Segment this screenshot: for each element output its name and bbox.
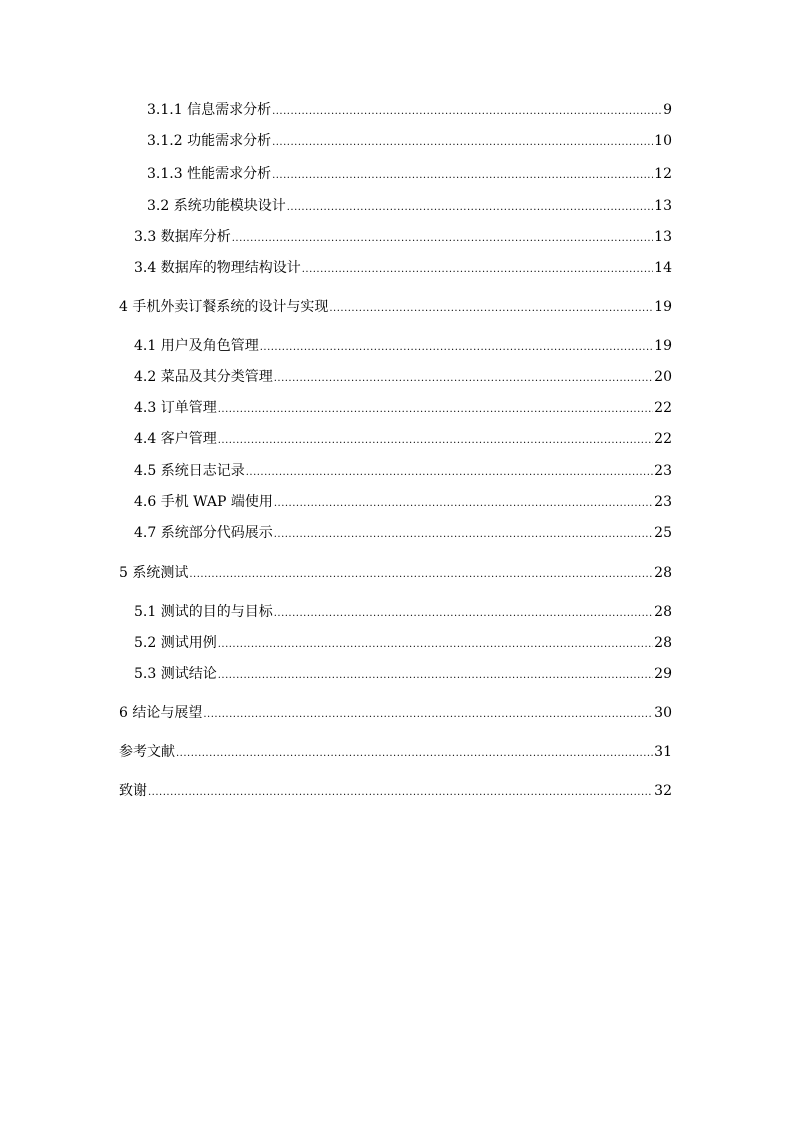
toc-page-number: 28 [654, 604, 672, 620]
toc-entry-references[interactable] [119, 742, 672, 762]
toc-entry-5-2[interactable] [134, 633, 672, 653]
toc-entry-label: 3.1.1 信息需求分析 [147, 102, 272, 118]
toc-page-number: 32 [654, 783, 672, 799]
toc-entry-label: 4.5 系统日志记录 [134, 463, 245, 479]
toc-entry-6[interactable] [119, 703, 672, 723]
toc-entry-5-3[interactable] [134, 664, 672, 684]
toc-entry-3-1-2[interactable] [147, 131, 672, 151]
toc-entry-label: 4.7 系统部分代码展示 [134, 525, 273, 541]
toc-entry-5-1[interactable] [134, 602, 672, 622]
toc-page-number: 29 [654, 666, 672, 682]
toc-page-number: 28 [654, 635, 672, 651]
toc-entry-label: 3.2 系统功能模块设计 [147, 198, 286, 214]
toc-dot-leader [148, 783, 653, 803]
toc-dot-leader [176, 744, 653, 764]
toc-entry-4-1[interactable] [134, 336, 672, 356]
toc-dot-leader [274, 494, 653, 514]
toc-entry-label: 5.3 测试结论 [134, 666, 217, 682]
toc-dot-leader [246, 463, 653, 483]
toc-page-number: 23 [654, 494, 672, 510]
toc-entry-4-6[interactable] [134, 492, 672, 512]
toc-page-number: 12 [654, 166, 672, 182]
toc-page-number: 31 [654, 744, 672, 760]
toc-page-number: 20 [654, 369, 672, 385]
toc-dot-leader [274, 525, 653, 545]
toc-page-number: 9 [663, 102, 672, 118]
toc-page-number: 13 [654, 198, 672, 214]
toc-entry-label: 3.1.3 性能需求分析 [147, 166, 272, 182]
toc-entry-5[interactable] [119, 563, 672, 583]
toc-dot-leader [218, 666, 653, 686]
toc-dot-leader [274, 604, 653, 624]
toc-entry-label: 4.3 订单管理 [134, 400, 217, 416]
toc-entry-3-2[interactable] [147, 196, 672, 216]
toc-entry-label: 参考文献 [119, 744, 175, 760]
toc-page-number: 25 [654, 525, 672, 541]
toc-page-number: 19 [654, 338, 672, 354]
toc-dot-leader [218, 400, 653, 420]
toc-entry-label: 4.1 用户及角色管理 [134, 338, 259, 354]
toc-dot-leader [203, 705, 653, 725]
toc-entry-4-2[interactable] [134, 367, 672, 387]
toc-entry-label: 4 手机外卖订餐系统的设计与实现 [119, 299, 329, 315]
toc-page-number: 10 [654, 133, 672, 149]
toc-page-number: 22 [654, 431, 672, 447]
toc-dot-leader [302, 260, 653, 280]
toc-entry-label: 3.3 数据库分析 [134, 229, 231, 245]
toc-page-number: 28 [654, 565, 672, 581]
toc-entry-label: 4.4 客户管理 [134, 431, 217, 447]
toc-dot-leader [260, 338, 653, 358]
toc-entry-4-4[interactable] [134, 429, 672, 449]
toc-entry-4-3[interactable] [134, 398, 672, 418]
toc-dot-leader [232, 229, 653, 249]
toc-entry-3-1-3[interactable] [147, 164, 672, 184]
toc-dot-leader [189, 565, 653, 585]
toc-dot-leader [218, 635, 653, 655]
toc-entry-acknowledgements[interactable] [119, 781, 672, 801]
toc-entry-4[interactable] [119, 297, 672, 317]
toc-dot-leader [272, 102, 662, 122]
toc-entry-label: 3.1.2 功能需求分析 [147, 133, 272, 149]
toc-dot-leader [274, 369, 653, 389]
toc-entry-label: 3.4 数据库的物理结构设计 [134, 260, 301, 276]
toc-dot-leader [329, 299, 653, 319]
toc-entry-3-4[interactable] [134, 258, 672, 278]
toc-dot-leader [218, 431, 653, 451]
toc-entry-label: 5.2 测试用例 [134, 635, 217, 651]
toc-dot-leader [272, 133, 653, 153]
toc-page-number: 30 [654, 705, 672, 721]
toc-entry-label: 致谢 [119, 783, 147, 799]
toc-page-number: 23 [654, 463, 672, 479]
toc-entry-3-1-1[interactable] [147, 100, 672, 120]
toc-entry-4-5[interactable] [134, 461, 672, 481]
toc-entry-label: 5 系统测试 [119, 565, 189, 581]
toc-entry-label: 4.2 菜品及其分类管理 [134, 369, 273, 385]
toc-page-number: 13 [654, 229, 672, 245]
toc-page-number: 14 [654, 260, 672, 276]
toc-dot-leader [272, 166, 653, 186]
toc-entry-4-7[interactable] [134, 523, 672, 543]
toc-entry-label: 6 结论与展望 [119, 705, 203, 721]
toc-dot-leader [287, 198, 653, 218]
toc-entry-label: 4.6 手机 WAP 端使用 [134, 494, 273, 510]
toc-page-number: 22 [654, 400, 672, 416]
toc-entry-label: 5.1 测试的目的与目标 [134, 604, 273, 620]
toc-entry-3-3[interactable] [134, 227, 672, 247]
toc-page-number: 19 [654, 299, 672, 315]
